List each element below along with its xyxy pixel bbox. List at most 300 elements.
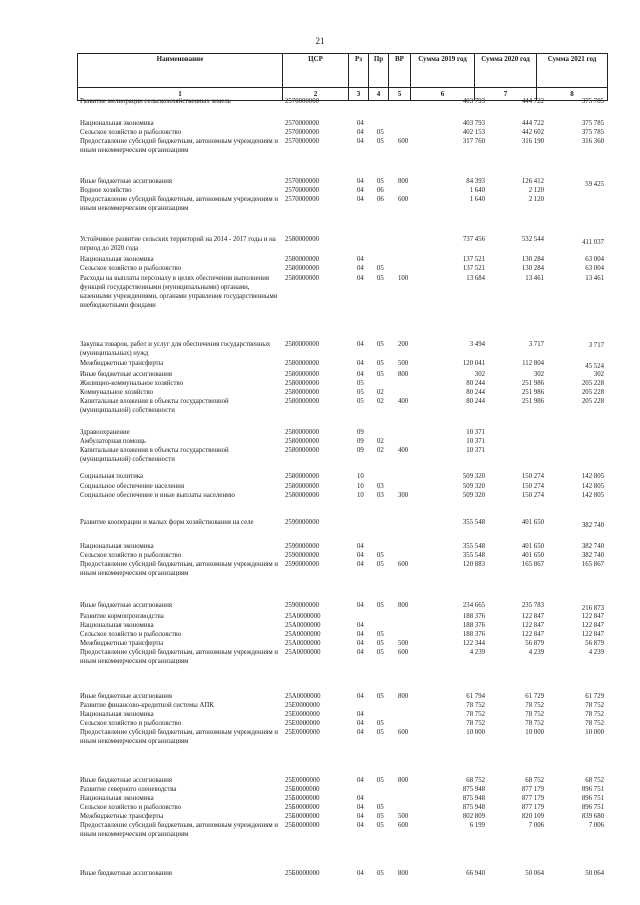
row-sum-2019: 10 000 bbox=[466, 729, 485, 736]
row-rz: 04 bbox=[357, 602, 364, 609]
row-rz: 04 bbox=[357, 275, 364, 282]
row-rz: 04 bbox=[357, 371, 364, 378]
row-rz: 05 bbox=[357, 398, 364, 405]
row-sum-2019: 13 684 bbox=[466, 275, 485, 282]
row-sum-2019: 317 760 bbox=[462, 138, 485, 145]
table-row bbox=[0, 195, 640, 212]
row-sum-2021: 205 228 bbox=[581, 398, 604, 405]
row-sum-2021: 142 805 bbox=[581, 492, 604, 499]
col-number: 4 bbox=[369, 88, 389, 101]
table-row bbox=[0, 437, 640, 446]
row-csr: 25Б0000000 bbox=[285, 870, 320, 877]
row-csr: 2580000000 bbox=[285, 389, 319, 396]
row-vr: 800 bbox=[398, 777, 409, 784]
row-csr: 25A0000000 bbox=[285, 613, 321, 620]
row-name: Сельское хозяйство и рыболовство bbox=[80, 129, 182, 136]
row-sum-2020: 78 752 bbox=[525, 711, 544, 718]
row-sum-2021: 896 751 bbox=[581, 786, 604, 793]
row-csr: 2570000000 bbox=[285, 196, 319, 203]
row-rz: 04 bbox=[357, 720, 364, 727]
row-name: Здравоохранение bbox=[80, 429, 130, 436]
row-sum-2020: 50 064 bbox=[525, 870, 544, 877]
row-sum-2020: 401 650 bbox=[521, 552, 544, 559]
row-rz: 04 bbox=[357, 822, 364, 829]
header-csr: ЦСР bbox=[283, 54, 349, 88]
row-sum-2021: 3 717 bbox=[588, 342, 604, 349]
row-csr: 2580000000 bbox=[285, 256, 319, 263]
row-vr: 800 bbox=[398, 693, 409, 700]
row-pr: 05 bbox=[377, 138, 384, 145]
row-sum-2019: 403 793 bbox=[462, 98, 485, 105]
row-rz: 09 bbox=[357, 447, 364, 454]
row-name: Предоставление субсидий бюджетным, автономным учреждениям и иным некоммерческим организациям bbox=[80, 822, 278, 838]
row-pr: 05 bbox=[377, 777, 384, 784]
table-row bbox=[0, 370, 640, 379]
row-sum-2020: 444 722 bbox=[521, 98, 544, 105]
row-rz: 04 bbox=[357, 622, 364, 629]
row-sum-2020: 7 006 bbox=[528, 822, 544, 829]
row-sum-2020: 165 867 bbox=[521, 561, 544, 568]
row-sum-2019: 403 793 bbox=[462, 120, 485, 127]
row-sum-2020: 302 bbox=[533, 371, 544, 378]
row-sum-2021: 375 785 bbox=[581, 129, 604, 136]
row-vr: 600 bbox=[398, 561, 409, 568]
table-row bbox=[0, 803, 640, 812]
header-sum-2020: Сумма 2020 год bbox=[475, 54, 537, 88]
row-name: Капитальные вложения в объекты государственной (муниципальной) собственности bbox=[80, 447, 229, 463]
row-name: Развитие кормопроизводства bbox=[80, 613, 164, 620]
row-vr: 400 bbox=[398, 447, 409, 454]
row-sum-2020: 532 544 bbox=[521, 236, 544, 243]
table-row bbox=[0, 397, 640, 414]
row-name: Иные бюджетные ассигнования bbox=[80, 602, 173, 609]
table-row bbox=[0, 119, 640, 128]
row-name: Межбюджетные трансферты bbox=[80, 813, 164, 820]
row-rz: 04 bbox=[357, 552, 364, 559]
row-name: Капитальные вложения в объекты государственной (муниципальной) собственности bbox=[80, 398, 229, 414]
row-rz: 04 bbox=[357, 649, 364, 656]
row-sum-2021: 382 740 bbox=[581, 543, 604, 550]
row-csr: 25Б0000000 bbox=[285, 813, 320, 820]
row-rz: 04 bbox=[357, 178, 364, 185]
row-rz: 04 bbox=[357, 256, 364, 263]
row-sum-2020: 444 722 bbox=[521, 120, 544, 127]
table-row bbox=[0, 701, 640, 710]
table-row bbox=[0, 719, 640, 728]
row-csr: 2570000000 bbox=[285, 178, 319, 185]
row-sum-2020: 251 986 bbox=[521, 380, 544, 387]
row-sum-2019: 355 548 bbox=[462, 552, 485, 559]
row-sum-2020: 251 986 bbox=[521, 398, 544, 405]
row-sum-2019: 1 640 bbox=[469, 187, 485, 194]
row-name: Развитие северного оленеводства bbox=[80, 786, 177, 793]
row-csr: 2580000000 bbox=[285, 380, 319, 387]
row-pr: 05 bbox=[377, 693, 384, 700]
row-sum-2021: 78 752 bbox=[585, 711, 604, 718]
row-sum-2020: 4 239 bbox=[528, 649, 544, 656]
table-row bbox=[0, 379, 640, 388]
row-name: Закупка товаров, работ и услуг для обеспечения государственных (муниципальных) нужд bbox=[80, 341, 271, 357]
row-sum-2020: 122 847 bbox=[521, 613, 544, 620]
row-csr: 2580000000 bbox=[285, 447, 319, 454]
table-row bbox=[0, 821, 640, 838]
row-rz: 04 bbox=[357, 360, 364, 367]
col-number: 2 bbox=[283, 88, 349, 101]
row-pr: 05 bbox=[377, 631, 384, 638]
row-sum-2020: 78 752 bbox=[525, 720, 544, 727]
row-csr: 25Б0000000 bbox=[285, 804, 320, 811]
row-csr: 25E0000000 bbox=[285, 720, 320, 727]
table-row bbox=[0, 388, 640, 397]
row-name: Амбулаторная помощь bbox=[80, 438, 146, 445]
row-pr: 05 bbox=[377, 265, 384, 272]
row-name: Водное хозяйство bbox=[80, 187, 132, 194]
row-name: Социальная политика bbox=[80, 473, 144, 480]
table-row bbox=[0, 551, 640, 560]
row-name: Иные бюджетные ассигнования bbox=[80, 178, 173, 185]
table-row bbox=[0, 340, 640, 357]
col-number: 3 bbox=[349, 88, 369, 101]
row-sum-2019: 509 320 bbox=[462, 492, 485, 499]
row-pr: 05 bbox=[377, 275, 384, 282]
row-pr: 05 bbox=[377, 561, 384, 568]
row-sum-2019: 68 752 bbox=[466, 777, 485, 784]
row-vr: 800 bbox=[398, 371, 409, 378]
row-sum-2021: 56 879 bbox=[585, 640, 604, 647]
table-row bbox=[0, 264, 640, 273]
row-sum-2019: 61 794 bbox=[466, 693, 485, 700]
row-pr: 03 bbox=[377, 492, 384, 499]
row-sum-2021: 78 752 bbox=[585, 720, 604, 727]
table-header bbox=[77, 53, 608, 101]
row-rz: 04 bbox=[357, 795, 364, 802]
row-sum-2019: 120 041 bbox=[462, 360, 485, 367]
row-sum-2021: 122 847 bbox=[581, 613, 604, 620]
row-sum-2020: 130 284 bbox=[521, 265, 544, 272]
row-name: Национальная экономика bbox=[80, 711, 154, 718]
row-csr: 2570000000 bbox=[285, 120, 319, 127]
row-csr: 2580000000 bbox=[285, 265, 319, 272]
row-sum-2019: 120 883 bbox=[462, 561, 485, 568]
table-row bbox=[0, 612, 640, 621]
row-rz: 04 bbox=[357, 804, 364, 811]
row-pr: 05 bbox=[377, 602, 384, 609]
table-row bbox=[0, 621, 640, 630]
row-sum-2021: 45 524 bbox=[585, 363, 604, 370]
row-csr: 2580000000 bbox=[285, 492, 319, 499]
row-pr: 05 bbox=[377, 870, 384, 877]
row-sum-2020: 877 179 bbox=[521, 795, 544, 802]
row-rz: 04 bbox=[357, 640, 364, 647]
table-row bbox=[0, 428, 640, 437]
row-rz: 04 bbox=[357, 341, 364, 348]
row-sum-2021: 382 740 bbox=[581, 552, 604, 559]
row-rz: 04 bbox=[357, 777, 364, 784]
row-vr: 500 bbox=[398, 813, 409, 820]
row-pr: 05 bbox=[377, 804, 384, 811]
row-rz: 04 bbox=[357, 561, 364, 568]
row-vr: 100 bbox=[398, 275, 409, 282]
row-sum-2020: 150 274 bbox=[521, 473, 544, 480]
row-sum-2019: 875 948 bbox=[462, 786, 485, 793]
table-row bbox=[0, 794, 640, 803]
row-sum-2020: 78 752 bbox=[525, 702, 544, 709]
table-row bbox=[0, 482, 640, 491]
col-number: 6 bbox=[411, 88, 475, 101]
row-rz: 04 bbox=[357, 187, 364, 194]
row-sum-2021: 63 004 bbox=[585, 265, 604, 272]
row-name: Сельское хозяйство и рыболовство bbox=[80, 265, 182, 272]
row-rz: 04 bbox=[357, 196, 364, 203]
row-name: Иные бюджетные ассигнования bbox=[80, 777, 173, 784]
row-vr: 200 bbox=[398, 341, 409, 348]
row-sum-2021: 63 004 bbox=[585, 256, 604, 263]
col-number: 7 bbox=[475, 88, 537, 101]
row-name: Предоставление субсидий бюджетным, автономным учреждениям и иным некоммерческим организациям bbox=[80, 729, 278, 745]
row-pr: 06 bbox=[377, 196, 384, 203]
header-name: Наименование bbox=[78, 54, 283, 88]
table-row bbox=[0, 97, 640, 106]
row-csr: 25Б0000000 bbox=[285, 786, 320, 793]
row-sum-2019: 875 948 bbox=[462, 795, 485, 802]
row-pr: 05 bbox=[377, 129, 384, 136]
row-sum-2019: 137 521 bbox=[462, 265, 485, 272]
row-name: Сельское хозяйство и рыболовство bbox=[80, 720, 182, 727]
row-name: Предоставление субсидий бюджетным, автономным учреждениям и иным некоммерческим организациям bbox=[80, 138, 278, 154]
row-sum-2019: 10 371 bbox=[466, 438, 485, 445]
row-sum-2019: 234 665 bbox=[462, 602, 485, 609]
header-vr: ВР bbox=[389, 54, 411, 88]
row-sum-2021: 205 228 bbox=[581, 380, 604, 387]
row-pr: 03 bbox=[377, 483, 384, 490]
row-name: Устойчивое развитие сельских территорий на 2014 - 2017 годы и на период до 2020 года bbox=[80, 236, 276, 252]
row-sum-2019: 1 640 bbox=[469, 196, 485, 203]
row-csr: 2570000000 bbox=[285, 129, 319, 136]
row-csr: 25E0000000 bbox=[285, 729, 320, 736]
table-row bbox=[0, 137, 640, 154]
row-name: Межбюджетные трансферты bbox=[80, 640, 164, 647]
row-sum-2021: 142 805 bbox=[581, 483, 604, 490]
table-row bbox=[0, 728, 640, 745]
table-row bbox=[0, 542, 640, 551]
row-sum-2021: 10 000 bbox=[585, 729, 604, 736]
row-name: Межбюджетные трансферты bbox=[80, 360, 164, 367]
row-sum-2021: 375 785 bbox=[581, 98, 604, 105]
table-row bbox=[0, 446, 640, 463]
row-name: Предоставление субсидий бюджетным, автономным учреждениям и иным некоммерческим организациям bbox=[80, 649, 278, 665]
row-pr: 06 bbox=[377, 187, 384, 194]
row-sum-2020: 10 000 bbox=[525, 729, 544, 736]
row-sum-2020: 3 717 bbox=[528, 341, 544, 348]
row-vr: 800 bbox=[398, 870, 409, 877]
row-csr: 2590000000 bbox=[285, 552, 319, 559]
row-rz: 09 bbox=[357, 438, 364, 445]
row-sum-2020: 61 729 bbox=[525, 693, 544, 700]
row-vr: 300 bbox=[398, 492, 409, 499]
row-sum-2021: 896 751 bbox=[581, 795, 604, 802]
row-sum-2020: 150 274 bbox=[521, 483, 544, 490]
row-pr: 05 bbox=[377, 178, 384, 185]
row-sum-2021: 78 752 bbox=[585, 702, 604, 709]
row-pr: 02 bbox=[377, 438, 384, 445]
row-vr: 600 bbox=[398, 729, 409, 736]
row-csr: 25A0000000 bbox=[285, 693, 321, 700]
row-sum-2021: 59 425 bbox=[585, 181, 604, 188]
row-pr: 05 bbox=[377, 720, 384, 727]
row-rz: 04 bbox=[357, 711, 364, 718]
row-sum-2019: 6 199 bbox=[469, 822, 485, 829]
table-row bbox=[0, 177, 640, 186]
row-csr: 2580000000 bbox=[285, 371, 319, 378]
table-row bbox=[0, 776, 640, 785]
row-csr: 25A0000000 bbox=[285, 640, 321, 647]
row-name: Жилищно-коммунальное хозяйство bbox=[80, 380, 184, 387]
row-sum-2020: 2 120 bbox=[528, 196, 544, 203]
row-sum-2020: 235 783 bbox=[521, 602, 544, 609]
row-name: Расходы на выплаты персоналу в целях обеспечения выполнения функций государственными (муниципальными) органами, казенными учреждениями, органами управления государственными внебюджетными фондами bbox=[80, 275, 278, 309]
row-sum-2019: 78 752 bbox=[466, 720, 485, 727]
row-vr: 600 bbox=[398, 649, 409, 656]
row-vr: 600 bbox=[398, 138, 409, 145]
row-sum-2021: 122 847 bbox=[581, 631, 604, 638]
row-sum-2019: 355 548 bbox=[462, 543, 485, 550]
table-row bbox=[0, 472, 640, 481]
row-pr: 05 bbox=[377, 649, 384, 656]
table-row bbox=[0, 639, 640, 648]
row-sum-2019: 3 494 bbox=[469, 341, 485, 348]
table-row bbox=[0, 560, 640, 577]
row-pr: 02 bbox=[377, 389, 384, 396]
row-sum-2021: 216 873 bbox=[581, 605, 604, 612]
row-sum-2020: 820 109 bbox=[521, 813, 544, 820]
row-sum-2019: 188 376 bbox=[462, 622, 485, 629]
row-sum-2019: 737 456 bbox=[462, 236, 485, 243]
row-rz: 05 bbox=[357, 380, 364, 387]
row-name: Развитие мелиорации сельскохозяйственных земель bbox=[80, 98, 231, 105]
row-csr: 2570000000 bbox=[285, 187, 319, 194]
row-sum-2019: 80 244 bbox=[466, 389, 485, 396]
row-sum-2021: 68 752 bbox=[585, 777, 604, 784]
row-sum-2020: 401 650 bbox=[521, 519, 544, 526]
table-row bbox=[0, 630, 640, 639]
row-csr: 2580000000 bbox=[285, 429, 319, 436]
table-row bbox=[0, 869, 640, 878]
row-name: Иные бюджетные ассигнования bbox=[80, 371, 173, 378]
row-rz: 10 bbox=[357, 473, 364, 480]
row-sum-2019: 84 393 bbox=[466, 178, 485, 185]
col-number: 8 bbox=[537, 88, 608, 101]
row-csr: 2580000000 bbox=[285, 236, 319, 243]
row-name: Коммунальное хозяйство bbox=[80, 389, 154, 396]
row-rz: 04 bbox=[357, 729, 364, 736]
row-csr: 25E0000000 bbox=[285, 711, 320, 718]
row-name: Сельское хозяйство и рыболовство bbox=[80, 552, 182, 559]
row-rz: 04 bbox=[357, 813, 364, 820]
row-name: Национальная экономика bbox=[80, 256, 154, 263]
row-name: Социальное обеспечение населения bbox=[80, 483, 185, 490]
table-row bbox=[0, 274, 640, 309]
header-sum-2019: Сумма 2019 год bbox=[411, 54, 475, 88]
row-pr: 02 bbox=[377, 447, 384, 454]
row-rz: 04 bbox=[357, 543, 364, 550]
row-sum-2019: 137 521 bbox=[462, 256, 485, 263]
row-rz: 04 bbox=[357, 129, 364, 136]
row-sum-2020: 442 602 bbox=[521, 129, 544, 136]
table-row bbox=[0, 491, 640, 500]
header-pr: Пр bbox=[369, 54, 389, 88]
row-vr: 600 bbox=[398, 196, 409, 203]
row-sum-2021: 61 729 bbox=[585, 693, 604, 700]
row-sum-2020: 316 190 bbox=[521, 138, 544, 145]
row-sum-2021: 4 239 bbox=[588, 649, 604, 656]
row-csr: 2580000000 bbox=[285, 483, 319, 490]
row-sum-2021: 142 805 bbox=[581, 473, 604, 480]
row-sum-2021: 122 847 bbox=[581, 622, 604, 629]
row-sum-2020: 112 804 bbox=[522, 360, 544, 367]
row-sum-2020: 2 120 bbox=[528, 187, 544, 194]
row-rz: 04 bbox=[357, 870, 364, 877]
row-sum-2019: 80 244 bbox=[466, 380, 485, 387]
table-row bbox=[0, 648, 640, 665]
table-row bbox=[0, 235, 640, 252]
row-csr: 2580000000 bbox=[285, 360, 319, 367]
row-sum-2019: 4 239 bbox=[469, 649, 485, 656]
row-sum-2019: 355 548 bbox=[462, 519, 485, 526]
row-vr: 800 bbox=[398, 178, 409, 185]
header-sum-2021: Сумма 2021 год bbox=[537, 54, 608, 88]
row-name: Предоставление субсидий бюджетным, автономным учреждениям и иным некоммерческим организациям bbox=[80, 561, 278, 577]
row-sum-2020: 126 412 bbox=[521, 178, 544, 185]
row-vr: 500 bbox=[398, 360, 409, 367]
row-sum-2020: 401 650 bbox=[521, 543, 544, 550]
row-csr: 2580000000 bbox=[285, 341, 319, 348]
table-row bbox=[0, 518, 640, 527]
row-sum-2019: 10 371 bbox=[466, 447, 485, 454]
row-csr: 25A0000000 bbox=[285, 649, 321, 656]
row-pr: 05 bbox=[377, 729, 384, 736]
table-row bbox=[0, 186, 640, 195]
row-name: Предоставление субсидий бюджетным, автономным учреждениям и иным некоммерческим организациям bbox=[80, 196, 278, 212]
row-pr: 05 bbox=[377, 360, 384, 367]
row-sum-2021: 50 064 bbox=[585, 870, 604, 877]
row-rz: 04 bbox=[357, 693, 364, 700]
table-row bbox=[0, 128, 640, 137]
row-csr: 25Б0000000 bbox=[285, 795, 320, 802]
row-rz: 04 bbox=[357, 120, 364, 127]
row-rz: 04 bbox=[357, 631, 364, 638]
row-pr: 05 bbox=[377, 371, 384, 378]
row-sum-2020: 122 847 bbox=[521, 622, 544, 629]
row-sum-2021: 896 751 bbox=[581, 804, 604, 811]
row-vr: 800 bbox=[398, 602, 409, 609]
table-row bbox=[0, 359, 640, 368]
row-sum-2019: 802 809 bbox=[462, 813, 485, 820]
row-csr: 2580000000 bbox=[285, 398, 319, 405]
row-name: Национальная экономика bbox=[80, 120, 154, 127]
row-name: Развитие финансово-кредитной системы АПК bbox=[80, 702, 214, 709]
row-csr: 25E0000000 bbox=[285, 777, 320, 784]
row-rz: 10 bbox=[357, 492, 364, 499]
row-csr: 2580000000 bbox=[285, 438, 319, 445]
row-sum-2020: 877 179 bbox=[521, 804, 544, 811]
row-sum-2020: 130 284 bbox=[521, 256, 544, 263]
row-rz: 04 bbox=[357, 138, 364, 145]
col-number: 1 bbox=[78, 88, 283, 101]
row-rz: 10 bbox=[357, 483, 364, 490]
row-csr: 2590000000 bbox=[285, 561, 319, 568]
row-sum-2021: 302 bbox=[593, 371, 604, 378]
row-pr: 05 bbox=[377, 552, 384, 559]
